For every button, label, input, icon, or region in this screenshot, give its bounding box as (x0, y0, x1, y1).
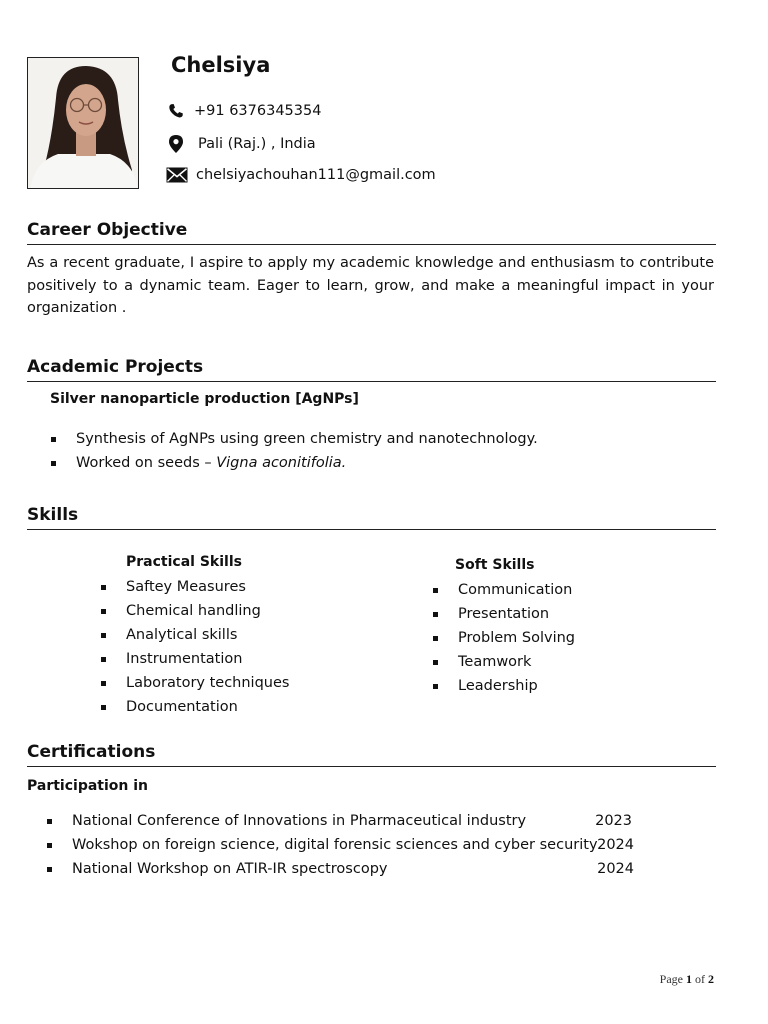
phone-row (166, 101, 321, 121)
list-item: Presentation (432, 602, 575, 626)
map-pin-icon (166, 134, 186, 154)
career-objective-text: As a recent graduate, I aspire to apply my academic knowledge and enthusiasm to contribute positively to a dynamic team. Eager to learn, grow, and make a meaningful impact in your organization . (27, 255, 714, 316)
list-item (50, 451, 538, 475)
career-objective-heading: Career Objective (27, 220, 188, 240)
list-item: Instrumentation (100, 647, 289, 671)
email-row (166, 165, 436, 185)
list-item: Saftey Measures (100, 575, 289, 599)
phone-icon (166, 101, 186, 121)
page-number-footer (660, 972, 714, 987)
certification-item (46, 857, 634, 881)
list-item: Synthesis of AgNPs using green chemistry and nanotechnology. (50, 427, 538, 451)
section-divider (27, 244, 716, 245)
list-item: Chemical handling (100, 599, 289, 623)
soft-skills-heading: Soft Skills (455, 557, 535, 573)
candidate-name: Chelsiya (171, 53, 271, 77)
page-total: 2 (708, 972, 714, 986)
section-divider (27, 766, 716, 767)
certification-name: National Workshop on ATIR-IR spectroscopy (72, 861, 388, 877)
certification-list (46, 809, 634, 881)
skills-heading: Skills (27, 505, 79, 525)
participation-subheading: Participation in (27, 778, 149, 794)
section-divider (27, 529, 716, 530)
certification-item (46, 833, 634, 857)
list-item: Teamwork (432, 650, 575, 674)
academic-projects-heading: Academic Projects (27, 357, 204, 377)
certification-year: 2023 (595, 813, 632, 829)
list-item: Communication (432, 578, 575, 602)
page-word: Page (659, 972, 683, 986)
certification-name: Wokshop on foreign science, digital forensic sciences and cyber security (72, 837, 598, 853)
email-address[interactable]: chelsiyachouhan111@gmail.com (196, 167, 436, 183)
list-item: Documentation (100, 695, 289, 719)
bullet-text: Worked on seeds – (76, 455, 217, 471)
project-bullets (50, 427, 538, 475)
certification-year: 2024 (597, 861, 634, 877)
list-item: Laboratory techniques (100, 671, 289, 695)
phone-number: +91 6376345354 (194, 103, 322, 119)
location-text: Pali (Raj.) , India (198, 136, 316, 152)
list-item: Analytical skills (100, 623, 289, 647)
certification-year: 2024 (597, 837, 634, 853)
certification-item (46, 809, 634, 833)
practical-skills-heading: Practical Skills (126, 554, 242, 570)
soft-skills-list (432, 578, 575, 698)
species-name: Vigna aconitifolia. (216, 455, 347, 471)
list-item: Leadership (432, 674, 575, 698)
location-row (166, 134, 316, 154)
of-word: of (695, 972, 705, 986)
certification-name: National Conference of Innovations in Pharmaceutical industry (72, 813, 527, 829)
practical-skills-list (100, 575, 289, 719)
section-divider (27, 381, 716, 382)
project-title: Silver nanoparticle production [AgNPs] (50, 391, 359, 407)
page-current: 1 (686, 972, 692, 986)
list-item: Problem Solving (432, 626, 575, 650)
envelope-icon (166, 165, 188, 185)
profile-photo (27, 57, 139, 189)
certifications-heading: Certifications (27, 742, 156, 762)
